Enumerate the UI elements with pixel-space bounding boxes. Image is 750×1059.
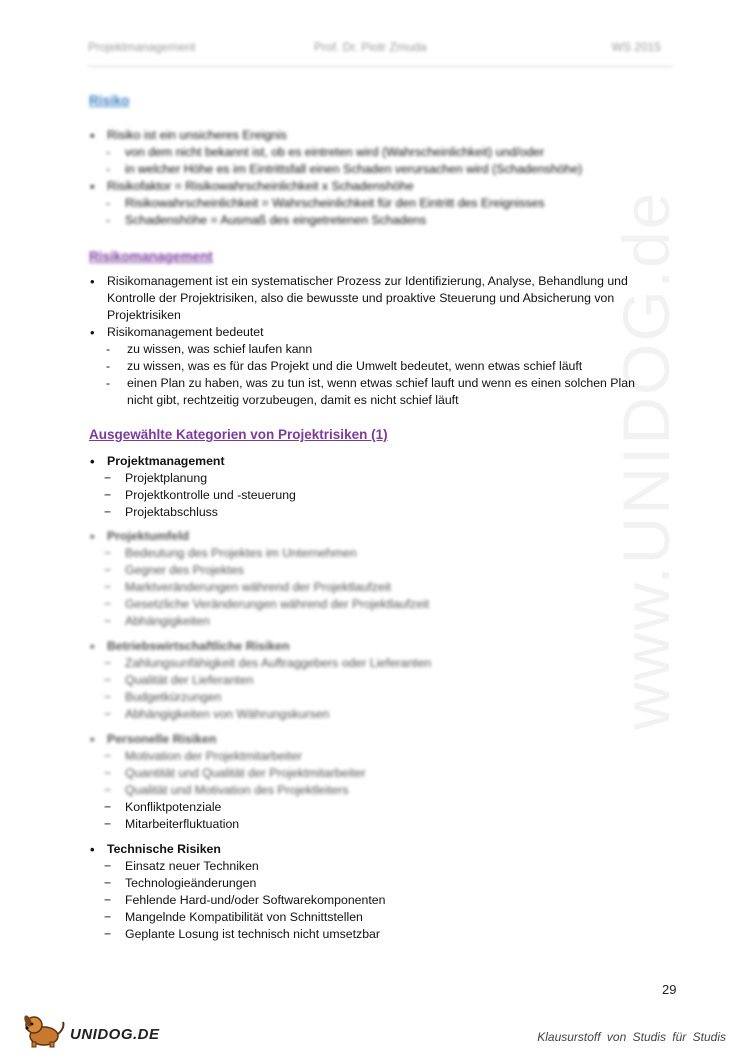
list-item: − Quantität und Qualität der Projektmitarbeiter xyxy=(89,765,669,782)
list-item: - in welcher Höhe es im Eintrittsfall einen Schaden verursachen wird (Schadenshöhe) xyxy=(89,161,669,178)
unidog-logo xyxy=(22,1012,162,1048)
heading-kategorien: Ausgewählte Kategorien von Projektrisiken (1) xyxy=(89,427,388,442)
heading-risikomanagement: Risikomanagement xyxy=(89,249,213,264)
category-title: • Projektmanagement xyxy=(89,453,669,470)
watermark: www.UNIDOG.de xyxy=(609,190,683,730)
category-betriebswirtschaftlich xyxy=(89,638,669,723)
list-item: − Qualität der Lieferanten xyxy=(89,672,669,689)
list-item: − Gegner des Projektes xyxy=(89,562,669,579)
list-item: − Konfliktpotenziale xyxy=(89,799,669,816)
list-item: − Geplante Losung ist technisch nicht umsetzbar xyxy=(89,926,669,943)
category-title: • Personelle Risiken xyxy=(89,731,669,748)
list-item: − Gesetzliche Veränderungen während der Projektlaufzeit xyxy=(89,596,669,613)
list-item: − Bedeutung des Projektes im Unternehmen xyxy=(89,545,669,562)
list-item: − Motivation der Projektmitarbeiter xyxy=(89,748,669,765)
list-item: − Abhängigkeiten von Währungskursen xyxy=(89,706,669,723)
header-author: Prof. Dr. Piotr Zmuda xyxy=(314,40,427,54)
category-technisch xyxy=(89,841,669,943)
list-item: − Fehlende Hard-und/oder Softwarekomponenten xyxy=(89,892,669,909)
list-item: − Technologieänderungen xyxy=(89,875,669,892)
list-item: • Risikomanagement bedeutet xyxy=(89,324,654,341)
list-item: - Schadenshöhe = Ausmaß des eingetretenen Schadens xyxy=(89,212,669,229)
page-header xyxy=(88,36,673,67)
list-item: − Abhängigkeiten xyxy=(89,613,669,630)
list-item: − Qualität und Motivation des Projektleiters xyxy=(89,782,669,799)
list-item: - von dem nicht bekannt ist, ob es eintreten wird (Wahrscheinlichkeit) und/oder xyxy=(89,144,669,161)
list-item: • Risikofaktor = Risikowahrscheinlichkeit x Schadenshöhe xyxy=(89,178,669,195)
list-item: • Risikomanagement ist ein systematischer Prozess zur Identifizierung, Analyse, Behandlung und Kontrolle der Projektrisiken, also die bewusste und proaktive Steuerung und Absicherung von Projektrisiken xyxy=(89,273,654,324)
risiko-list xyxy=(89,127,669,229)
list-item: − Einsatz neuer Techniken xyxy=(89,858,669,875)
category-projektmanagement xyxy=(89,453,669,521)
category-title: • Betriebswirtschaftliche Risiken xyxy=(89,638,669,655)
list-item: − Marktveränderungen während der Projektlaufzeit xyxy=(89,579,669,596)
risikomanagement-list xyxy=(89,273,654,409)
logo-text: UNIDOG.DE xyxy=(70,1026,160,1043)
list-item: • Risiko ist ein unsicheres Ereignis xyxy=(89,127,669,144)
footer-tagline: Klausurstoff von Studis für Studis xyxy=(537,1030,726,1044)
category-title: • Projektumfeld xyxy=(89,528,669,545)
list-item: - zu wissen, was es für das Projekt und die Umwelt bedeutet, wenn etwas schief läuft xyxy=(89,358,654,375)
list-item: − Projektabschluss xyxy=(89,504,669,521)
list-item: − Zahlungsunfähigkeit des Auftraggebers oder Lieferanten xyxy=(89,655,669,672)
page-number: 29 xyxy=(662,982,677,997)
list-item: − Projektplanung xyxy=(89,470,669,487)
category-title: • Technische Risiken xyxy=(89,841,669,858)
list-item: − Mangelnde Kompatibilität von Schnittstellen xyxy=(89,909,669,926)
list-item: − Projektkontrolle und -steuerung xyxy=(89,487,669,504)
list-item: - zu wissen, was schief laufen kann xyxy=(89,341,654,358)
dog-icon xyxy=(22,1012,68,1048)
list-item: - einen Plan zu haben, was zu tun ist, wenn etwas schief lauft und wenn es einen solchen Plan nicht gibt, rechtzeitig vorzubeugen, damit es nicht schief läuft xyxy=(89,375,654,409)
heading-risiko: Risiko xyxy=(89,93,130,108)
header-semester: WS 2015 xyxy=(611,40,661,54)
category-personell xyxy=(89,731,669,833)
list-item: − Mitarbeiterfluktuation xyxy=(89,816,669,833)
list-item: - Risikowahrscheinlichkeit = Wahrscheinlichkeit für den Eintritt des Ereignisses xyxy=(89,195,669,212)
category-projektumfeld xyxy=(89,528,669,630)
list-item: − Budgetkürzungen xyxy=(89,689,669,706)
header-course: Projektmanagement xyxy=(88,40,196,54)
